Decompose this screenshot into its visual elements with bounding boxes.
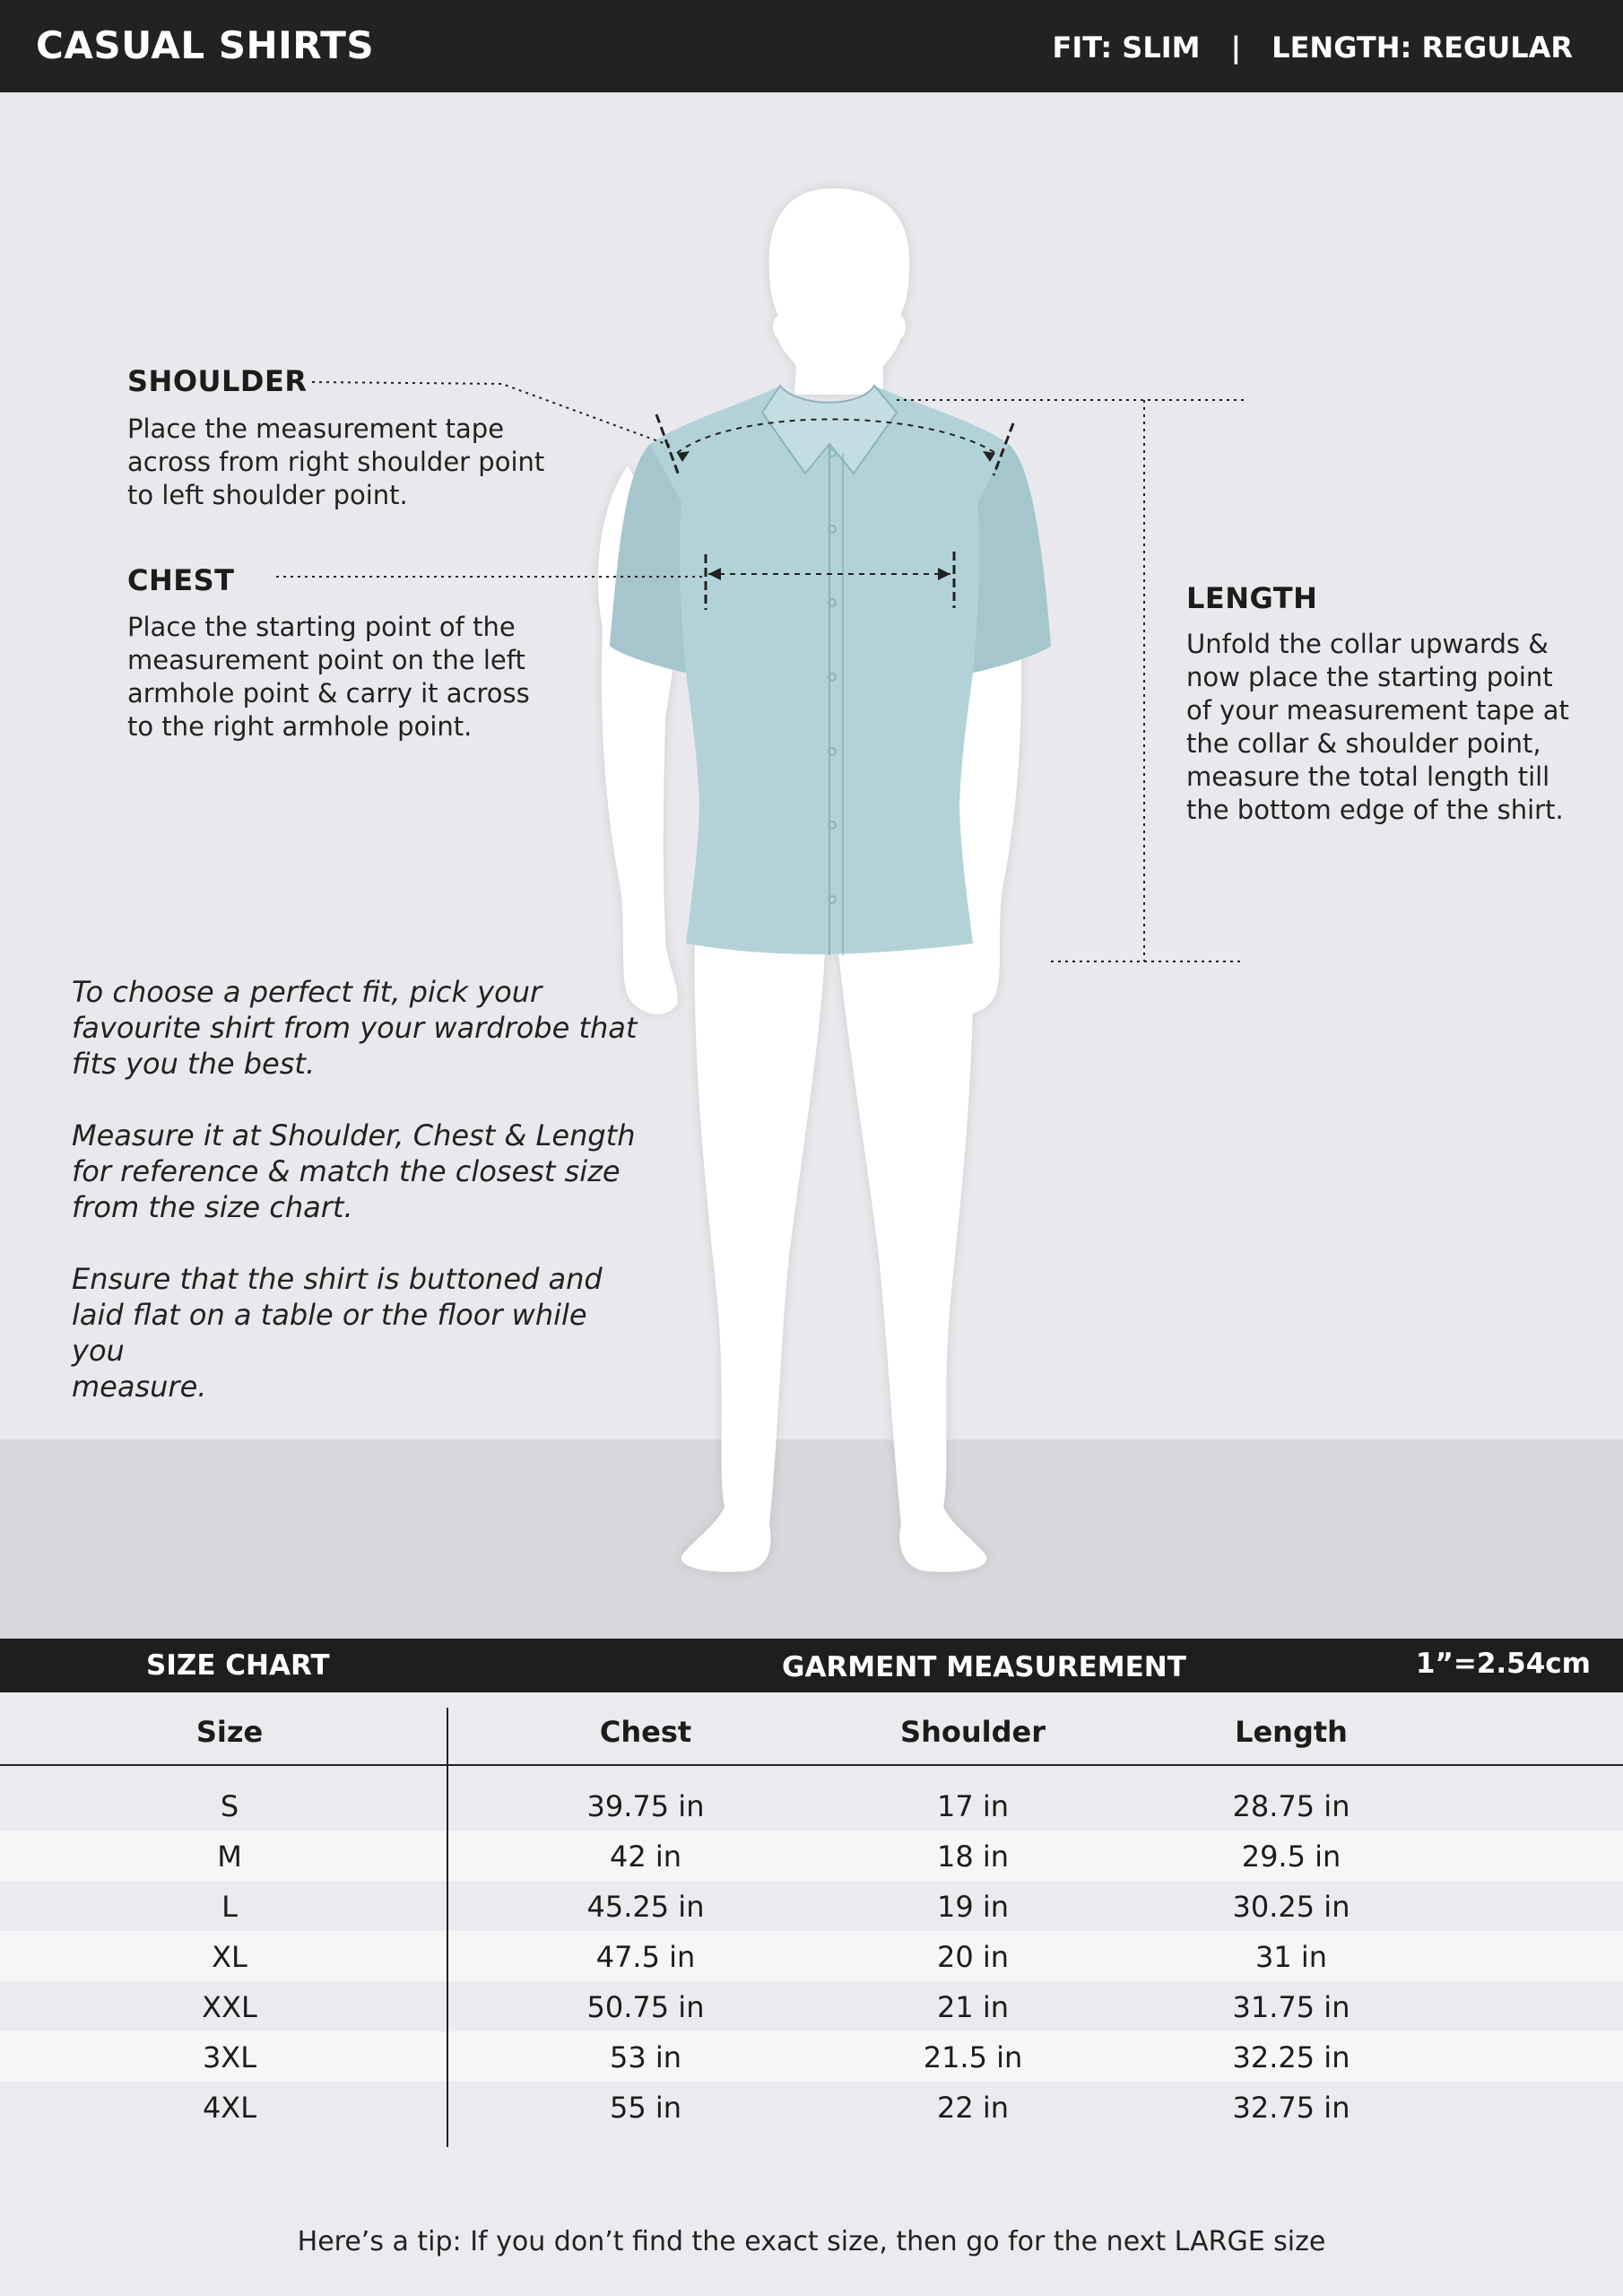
chest-line: armhole point & carry it across <box>127 678 530 709</box>
size-cell: M <box>217 1839 242 1874</box>
shoulder-cell: 21 in <box>936 1990 1010 2024</box>
table-row <box>0 2031 1623 2082</box>
length-cell: 30.25 in <box>1232 1890 1350 1924</box>
shoulder-line: to left shoulder point. <box>127 480 408 510</box>
table-row <box>0 1981 1623 2031</box>
advice-line: laid flat on a table or the floor while you <box>72 1298 587 1368</box>
chest-label: CHEST <box>127 563 235 597</box>
chest-line: to the right armhole point. <box>127 711 473 742</box>
length-line: measure the total length till <box>1186 761 1550 792</box>
shoulder-cell: 21.5 in <box>923 2040 1023 2074</box>
advice-line: fits you the best. <box>72 1047 316 1081</box>
advice-paragraph <box>72 974 646 1082</box>
table-row <box>0 1831 1623 1881</box>
advice-line: favourite shirt from your wardrobe that <box>72 1011 638 1045</box>
garment-measurement-title: GARMENT MEASUREMENT <box>782 1651 1186 1683</box>
table-row <box>0 2082 1623 2132</box>
shoulder-cell: 22 in <box>936 2091 1010 2125</box>
shoulder-line: Place the measurement tape <box>127 413 505 444</box>
length-cell: 32.25 in <box>1232 2040 1350 2074</box>
chest-cell: 55 in <box>609 2091 682 2125</box>
shoulder-cell: 17 in <box>936 1789 1010 1823</box>
table-row <box>0 1780 1623 1831</box>
chest-cell: 50.75 in <box>586 1990 705 2024</box>
shoulder-line: across from right shoulder point <box>127 447 545 477</box>
chest-cell: 39.75 in <box>586 1789 705 1823</box>
length-line: now place the starting point <box>1186 662 1553 692</box>
size-cell: S <box>220 1789 239 1823</box>
unit-conversion: 1”=2.54cm <box>1415 1648 1591 1680</box>
page-title: CASUAL SHIRTS <box>36 23 375 67</box>
table-header <box>0 1692 1623 1764</box>
column-header-length: Length <box>1235 1715 1348 1749</box>
column-divider <box>447 1708 448 2147</box>
size-tip: Here’s a tip: If you don’t find the exact size, then go for the next LARGE size <box>297 2226 1326 2257</box>
separator: | <box>1230 30 1242 65</box>
chest-line: Place the starting point of the <box>127 612 516 642</box>
advice-paragraph <box>72 1261 646 1405</box>
advice-line: To choose a perfect fit, pick your <box>72 975 542 1009</box>
chest-cell: 47.5 in <box>595 1940 696 1974</box>
size-chart-title: SIZE CHART <box>146 1649 330 1682</box>
chest-cell: 53 in <box>609 2040 682 2074</box>
length-line: of your measurement tape at <box>1186 695 1569 726</box>
length-line: the collar & shoulder point, <box>1186 728 1541 759</box>
size-cell: XL <box>212 1940 247 1974</box>
length-cell: 31 in <box>1254 1940 1328 1974</box>
advice-line: for reference & match the closest size <box>72 1154 621 1188</box>
chest-description <box>127 611 530 744</box>
chest-cell: 42 in <box>609 1839 682 1874</box>
table-row <box>0 1881 1623 1931</box>
shoulder-label: SHOULDER <box>127 364 308 398</box>
header-divider <box>0 1764 1623 1766</box>
fit-label: FIT: SLIM <box>1052 30 1201 65</box>
shoulder-cell: 20 in <box>936 1940 1010 1974</box>
length-description <box>1186 628 1569 827</box>
length-cell: 29.5 in <box>1241 1839 1341 1874</box>
column-header-size: Size <box>195 1715 264 1749</box>
shoulder-cell: 19 in <box>936 1890 1010 1924</box>
advice-paragraph <box>72 1118 646 1225</box>
chest-cell: 45.25 in <box>586 1890 705 1924</box>
length-line: Unfold the collar upwards & <box>1186 629 1549 659</box>
length-cell: 31.75 in <box>1232 1990 1350 2024</box>
chest-line: measurement point on the left <box>127 645 525 675</box>
size-cell: 4XL <box>202 2091 257 2125</box>
column-header-shoulder: Shoulder <box>900 1715 1046 1749</box>
size-cell: XXL <box>202 1990 257 2024</box>
size-chart-bar <box>0 1639 1623 1692</box>
advice-line: measure. <box>72 1370 207 1404</box>
advice-line: from the size chart. <box>72 1190 353 1224</box>
length-label: LENGTH <box>1186 581 1318 615</box>
length-cell: 28.75 in <box>1232 1789 1350 1823</box>
length-line: the bottom edge of the shirt. <box>1186 795 1564 825</box>
advice-line: Measure it at Shoulder, Chest & Length <box>72 1118 636 1152</box>
size-cell: L <box>221 1890 238 1924</box>
shoulder-description <box>127 413 544 512</box>
size-cell: 3XL <box>202 2040 257 2074</box>
column-header-chest: Chest <box>599 1715 692 1749</box>
length-label: LENGTH: REGULAR <box>1271 30 1573 65</box>
table-row <box>0 1931 1623 1981</box>
length-cell: 32.75 in <box>1232 2091 1350 2125</box>
shoulder-cell: 18 in <box>936 1839 1010 1874</box>
advice-line: Ensure that the shirt is buttoned and <box>72 1262 603 1296</box>
